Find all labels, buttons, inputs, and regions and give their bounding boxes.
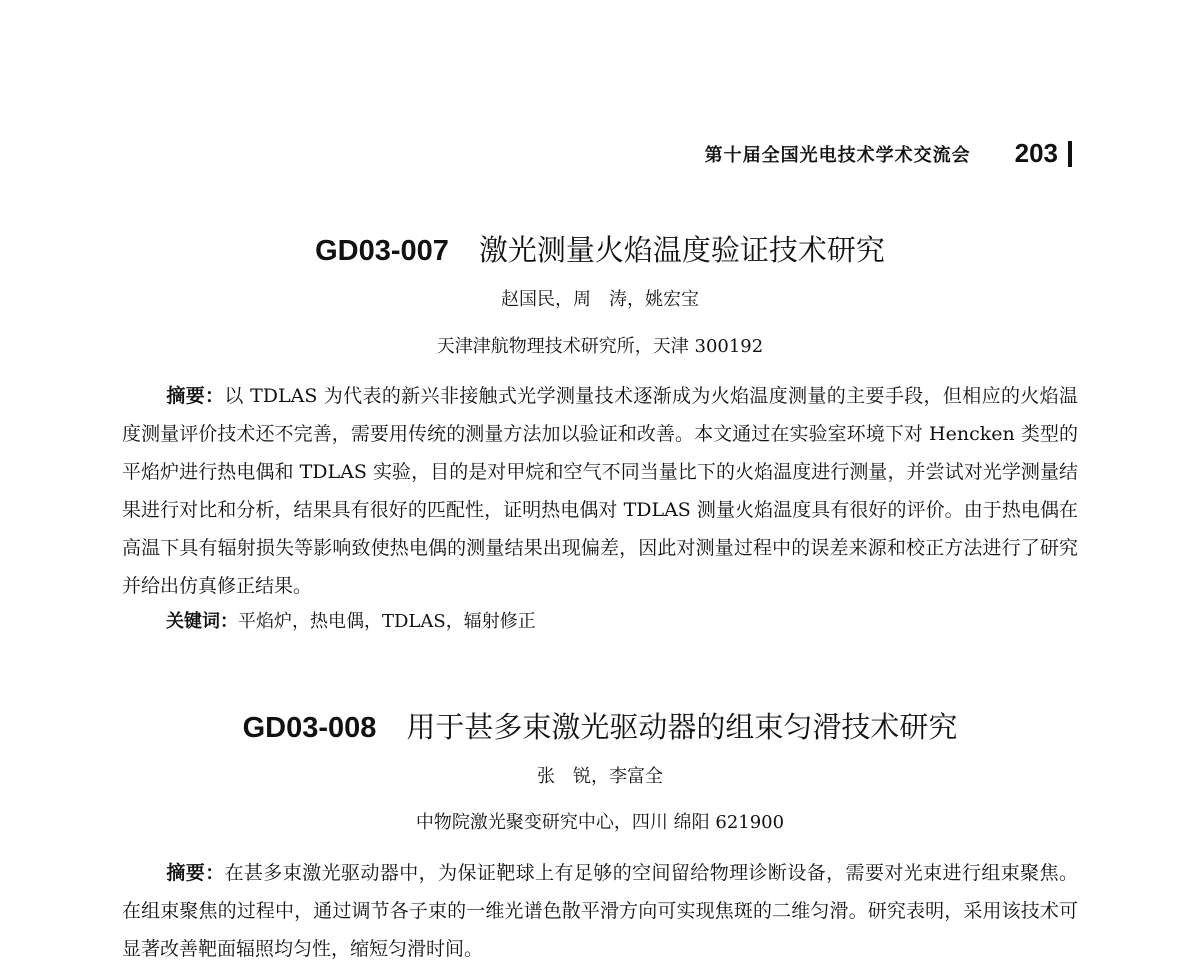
conference-name: 第十届全国光电技术学术交流会 [704,144,971,166]
page-number: 203 [1014,138,1058,168]
paper-affiliation: 中物院激光聚变研究中心，四川 绵阳 621900 [415,812,785,833]
paper-code: GD03-007 [315,235,449,267]
keywords-label: 关键词： [166,611,238,632]
paper-authors: 张 锐，李富全 [537,766,663,787]
paper-title-2 [0,705,1200,746]
paper-code: GD03-008 [242,712,377,744]
abstract-text: 以 TDLAS 为代表的新兴非接触式光学测量技术逐渐成为火焰温度测量的主要手段，但相应的火焰温度测量评价技术还不完善，需要用传统的测量方法加以验证和改善。本文通过在实验室环境下对 Hencken 类型的平焰炉进行热电偶和 TDLAS 实验，目的是对甲烷和空气不同当量比下的火焰温度进行测量，并尝试对光学测量结果进行对比和分析，结果具有很好的匹配性，证明热电偶对 TDLAS 测量火焰温度具有很好的评价。由于热电偶在高温下具有辐射损失等影响致使热电偶的测量结果出现偏差，因此对测量过程中的误差来源和校正方法进行了研究并给出仿真修正结果。 [122,385,1078,597]
running-header [705,138,1072,169]
abstract-paragraph [122,377,1078,605]
paper-title-text: 激光测量火焰温度验证技术研究 [478,233,885,267]
abstract-label: 摘要： [166,862,225,884]
paper-authors: 赵国民，周 涛，姚宏宝 [501,289,699,310]
paper-title-text: 用于甚多束激光驱动器的组束匀滑技术研究 [406,710,958,744]
paper-title-1 [0,228,1200,269]
header-divider [1068,141,1072,167]
keywords-text: 平焰炉，热电偶，TDLAS，辐射修正 [238,611,536,632]
abstract-paragraph [122,854,1078,968]
abstract-label: 摘要： [166,385,225,407]
paper-affiliation: 天津津航物理技术研究所，天津 300192 [436,336,764,357]
keywords-line [166,607,536,633]
abstract-text: 在甚多束激光驱动器中，为保证靶球上有足够的空间留给物理诊断设备，需要对光束进行组束聚焦。在组束聚焦的过程中，通过调节各子束的一维光谱色散平滑方向可实现焦斑的二维匀滑。研究表明，采用该技术可显著改善靶面辐照均匀性，缩短匀滑时间。 [122,862,1078,960]
